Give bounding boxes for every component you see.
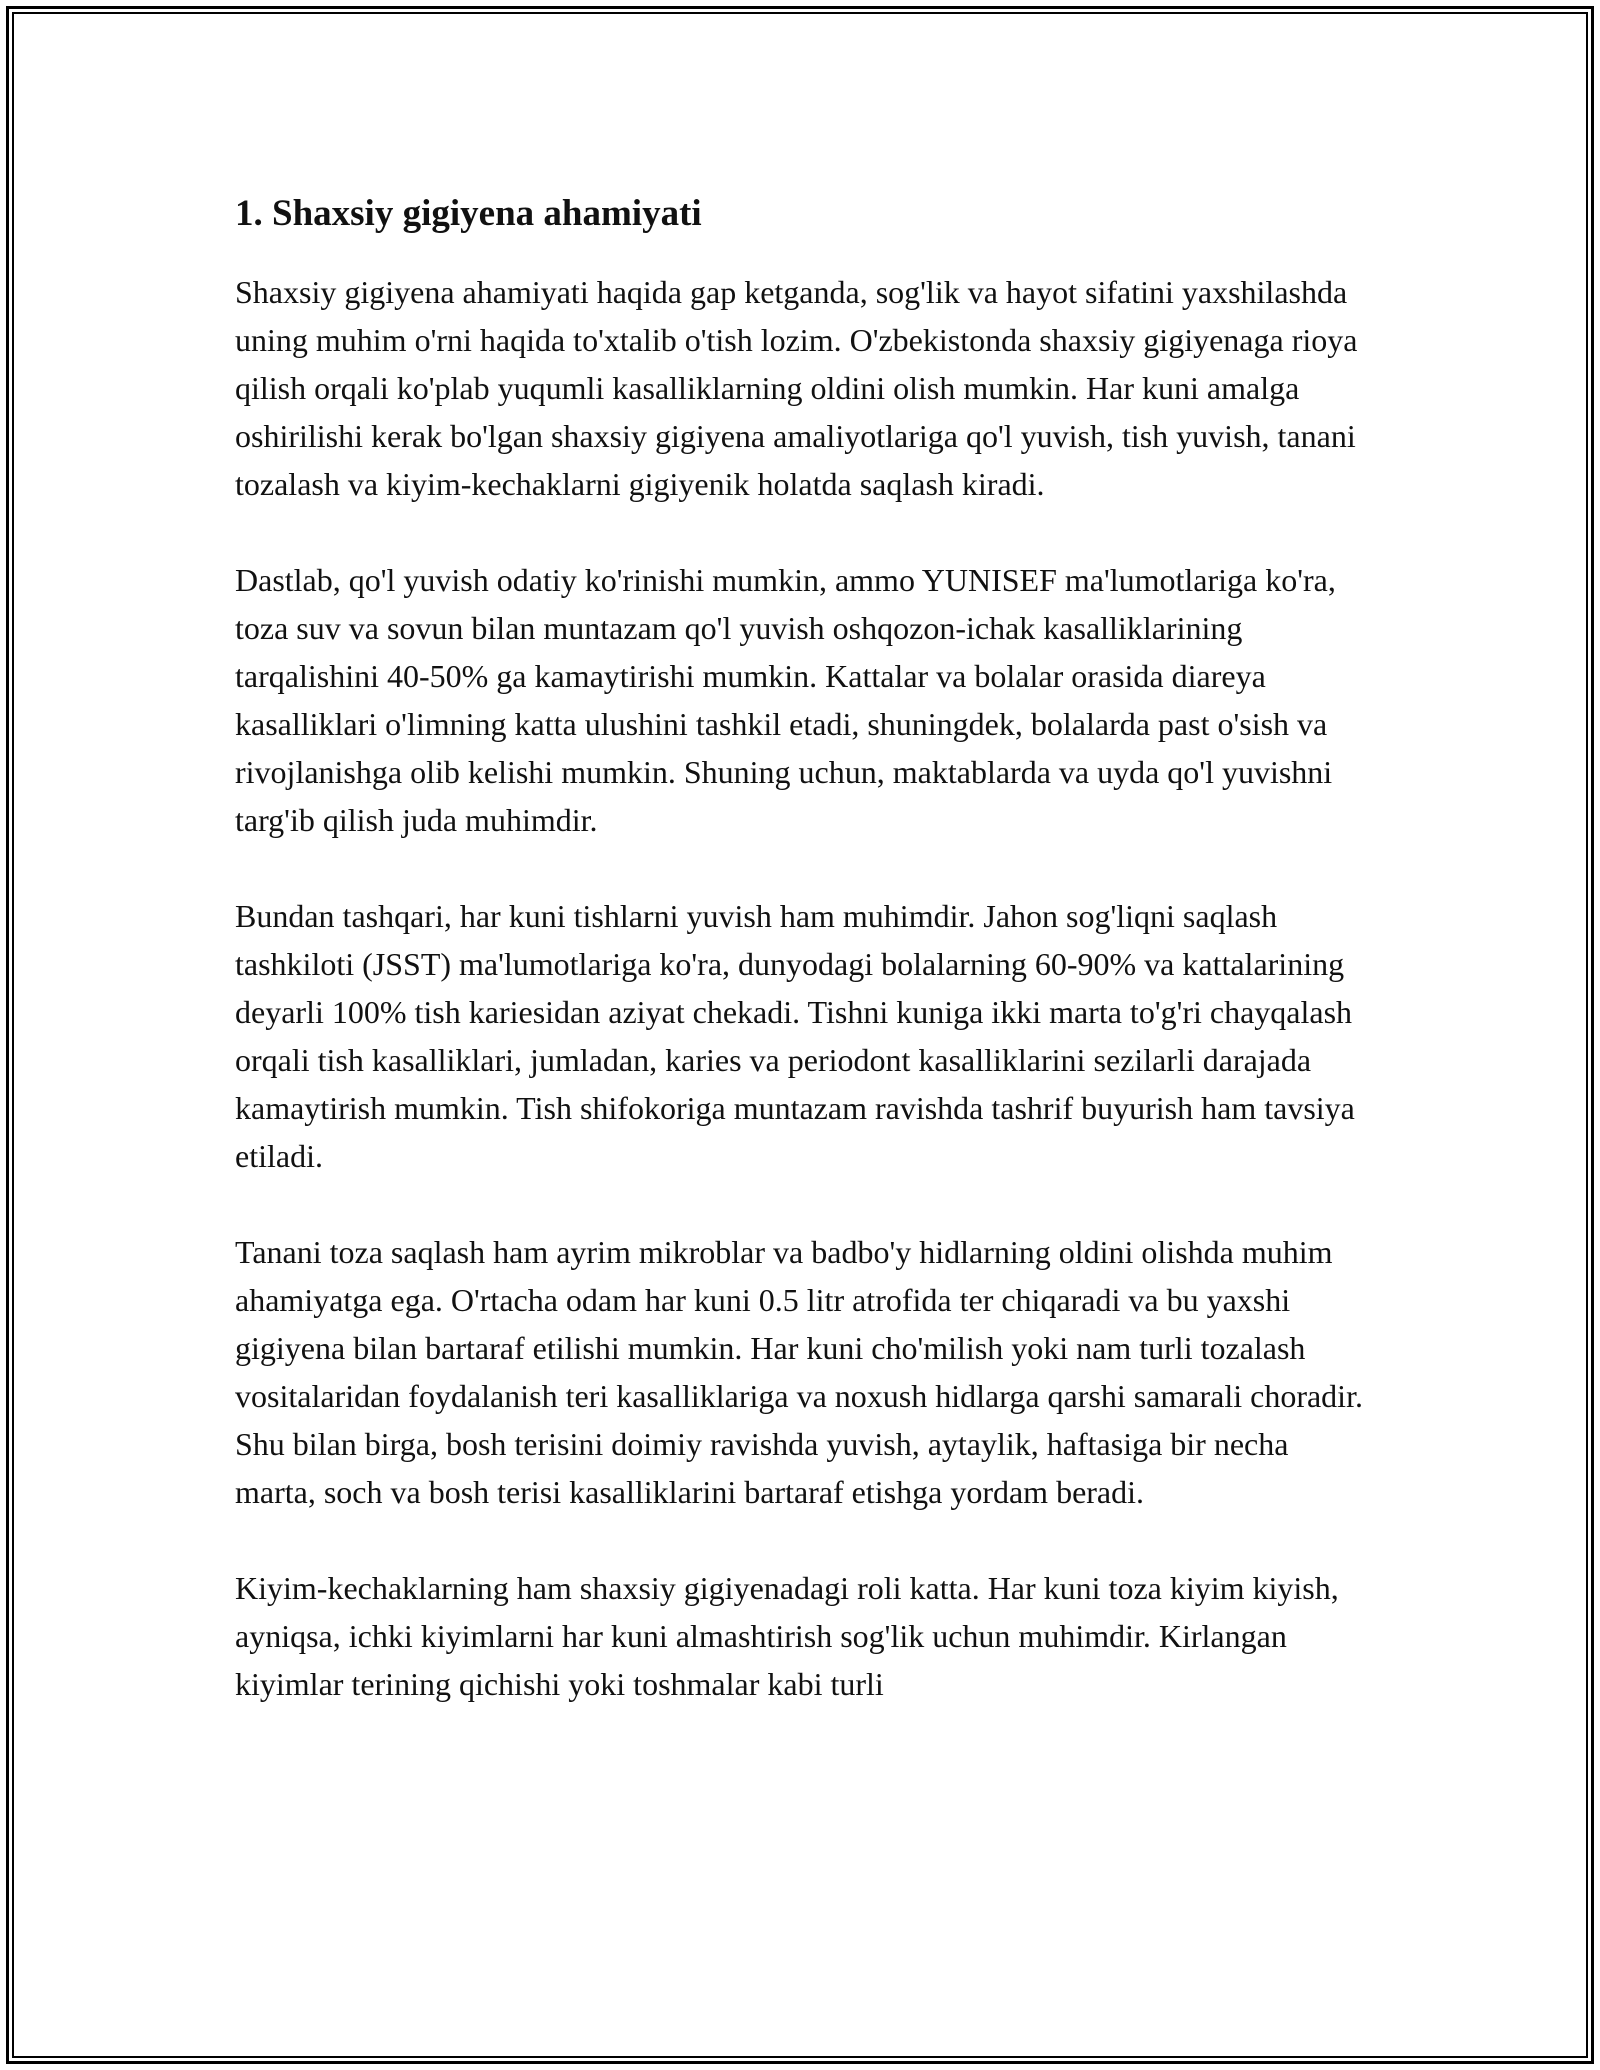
paragraph: Shaxsiy gigiyena ahamiyati haqida gap ketganda, sog'lik va hayot sifatini yaxshilashda uning muhim o'rni haqida to'xtalib o'tish lozim. O'zbekistonda shaxsiy gigiyenaga rioya qilish orqali ko'plab yuqumli kasalliklarning oldini olish mumkin. Har kuni amalga oshirilishi kerak bo'lgan shaxsiy gigiyena amaliyotlariga qo'l yuvish, tish yuvish, tanani tozalash va kiyim-kechaklarni gigiyenik holatda saqlash kiradi.: [235, 274, 1358, 502]
paragraph: Kiyim-kechaklarning ham shaxsiy gigiyenadagi roli katta. Har kuni toza kiyim kiyish, ayniqsa, ichki kiyimlarni har kuni almashtirish sog'lik uchun muhimdir. Kirlangan kiyimlar terining qichishi yoki toshmalar kabi turli: [235, 1570, 1339, 1702]
paragraph: Tanani toza saqlash ham ayrim mikroblar va badbo'y hidlarning oldini olishda muhim ahamiyatga ega. O'rtacha odam har kuni 0.5 litr atrofida ter chiqaradi va bu yaxshi gigiyena bilan bartaraf etilishi mumkin. Har kuni cho'milish yoki nam turli tozalash vositalaridan foydalanish teri kasalliklariga va noxush hidlarga qarshi samarali choradir. Shu bilan birga, bosh terisini doimiy ravishda yuvish, aytaylik, haftasiga bir necha marta, soch va bosh terisi kasalliklarini bartaraf etishga yordam beradi.: [235, 1234, 1363, 1510]
paragraph: Bundan tashqari, har kuni tishlarni yuvish ham muhimdir. Jahon sog'liqni saqlash tashkiloti (JSST) ma'lumotlariga ko'ra, dunyodagi bolalarning 60-90% va kattalarining deyarli 100% tish kariesidan aziyat chekadi. Tishni kuniga ikki marta to'g'ri chayqalash orqali tish kasalliklari, jumladan, karies va periodont kasalliklarini sezilarli darajada kamaytirish mumkin. Tish shifokoriga muntazam ravishda tashrif buyurish ham tavsiya etiladi.: [235, 898, 1355, 1174]
document-body: [235, 186, 1365, 1708]
section-heading: 1. Shaxsiy gigiyena ahamiyati: [235, 193, 702, 234]
paragraph: Dastlab, qo'l yuvish odatiy ko'rinishi mumkin, ammo YUNISEF ma'lumotlariga ko'ra, toza suv va sovun bilan muntazam qo'l yuvish oshqozon-ichak kasalliklarining tarqalishini 40-50% ga kamaytirishi mumkin. Kattalar va bolalar orasida diareya kasalliklari o'limning katta ulushini tashkil etadi, shuningdek, bolalarda past o'sish va rivojlanishga olib kelishi mumkin. Shuning uchun, maktablarda va uyda qo'l yuvishni targ'ib qilish juda muhimdir.: [235, 562, 1336, 838]
